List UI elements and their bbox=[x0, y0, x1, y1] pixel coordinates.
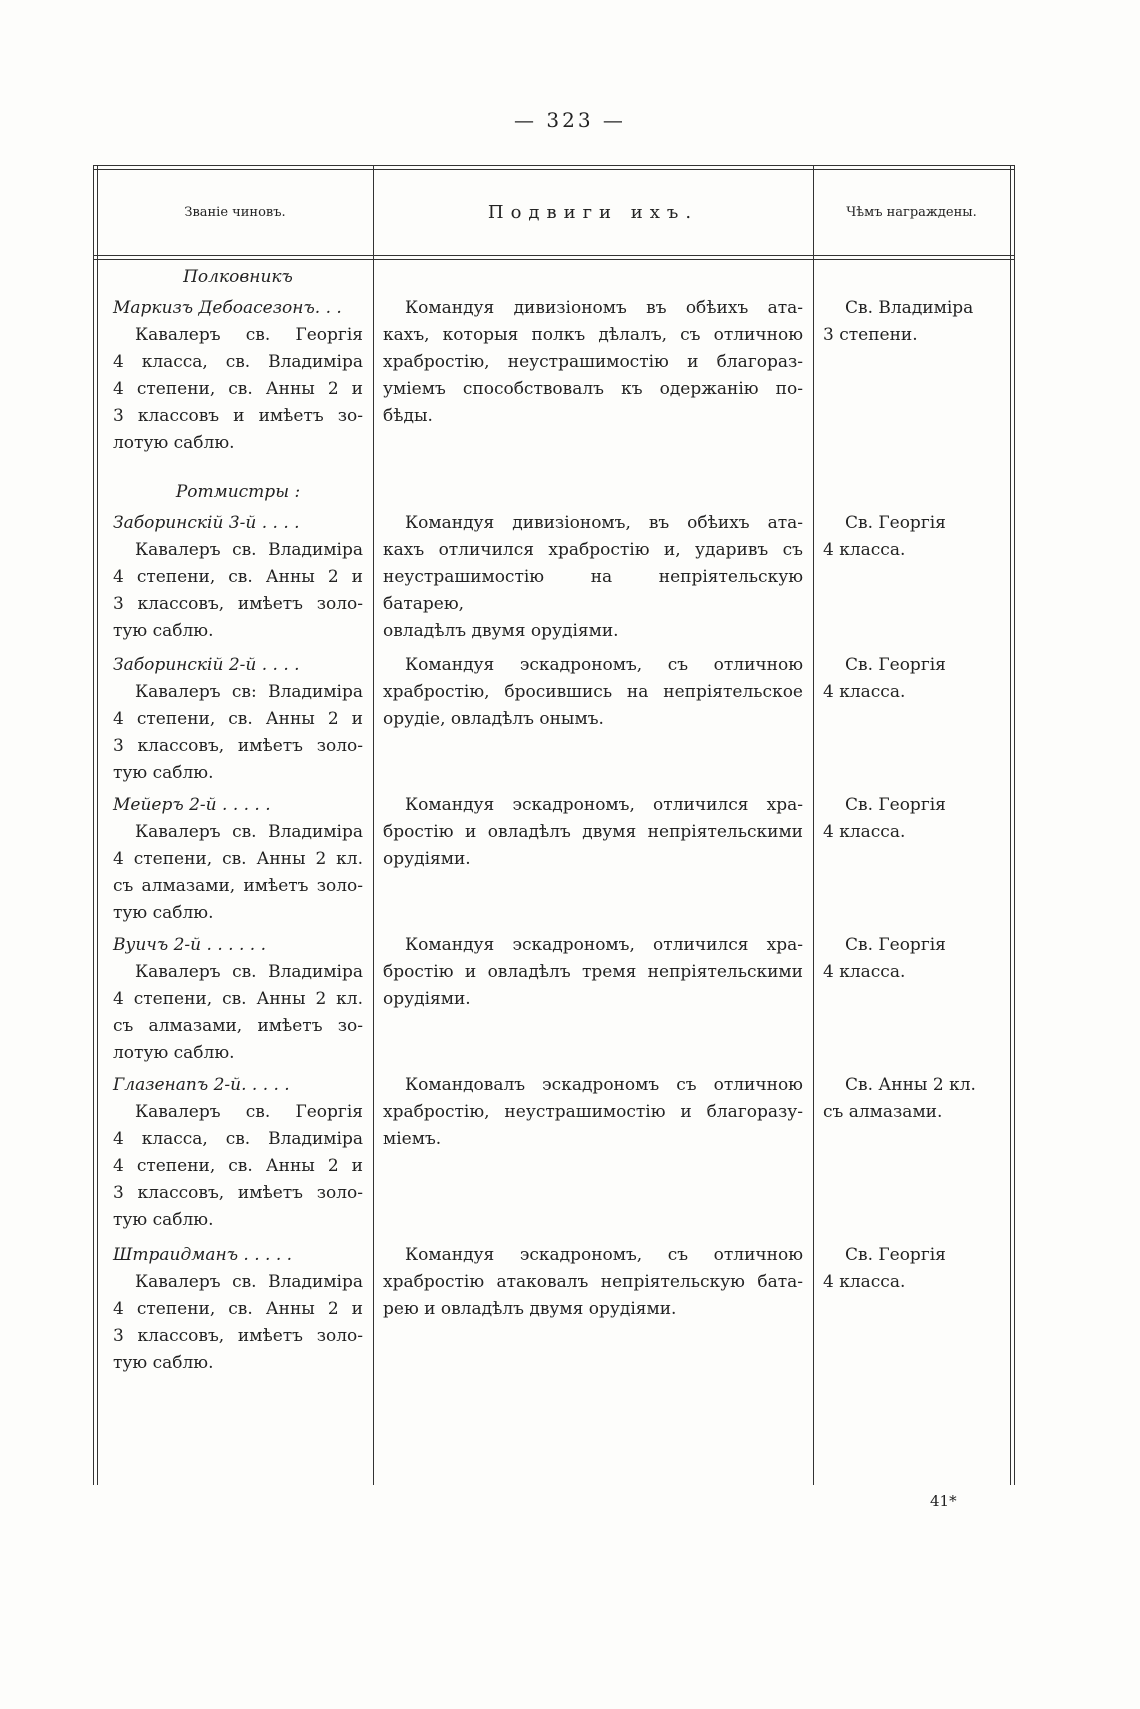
rank-line: 3 классовъ, имѣетъ золо- bbox=[113, 1326, 363, 1346]
entry-deed-cell bbox=[383, 295, 803, 430]
rank-line: лотую саблю. bbox=[113, 433, 235, 453]
header-award: Чѣмъ награждены. bbox=[846, 204, 977, 220]
entry-deed-cell bbox=[383, 510, 803, 645]
rank-line: 4 степени, св. Анны 2 и bbox=[113, 1156, 363, 1176]
deed-line: неустрашимостію на непріятельскую батарею, bbox=[383, 567, 803, 614]
page-number: — 323 — bbox=[514, 108, 626, 132]
table-border-left-inner bbox=[97, 165, 98, 1485]
rank-line: Кавалеръ св: Владиміра bbox=[135, 682, 363, 702]
officer-name: Заборинскій 3-й . . . . bbox=[113, 513, 300, 533]
entry-rank-cell bbox=[113, 792, 363, 927]
rank-line: съ алмазами, имѣетъ золо- bbox=[113, 876, 363, 896]
deed-line: храбростію, бросившись на непріятельское bbox=[383, 682, 803, 702]
award-line: 4 класса. bbox=[823, 540, 906, 560]
officer-name: Заборинскій 2-й . . . . bbox=[113, 655, 300, 675]
deed-line: Командуя эскадрономъ, отличился хра- bbox=[405, 935, 803, 955]
rank-line: Кавалеръ св. Георгія bbox=[135, 325, 363, 345]
entry-rank-cell bbox=[113, 652, 363, 787]
rank-line: тую саблю. bbox=[113, 621, 214, 641]
entry-award-cell bbox=[823, 932, 1003, 986]
entry-rank-cell bbox=[113, 510, 363, 645]
table-border-top bbox=[93, 165, 1015, 166]
deed-line: Командуя эскадрономъ, съ отличною bbox=[405, 655, 803, 675]
award-line: Св. Владиміра bbox=[845, 298, 974, 318]
entry-rank-cell bbox=[113, 295, 363, 457]
award-line: Св. Георгія bbox=[845, 795, 946, 815]
entry-deed-cell bbox=[383, 1242, 803, 1323]
entry-deed-cell bbox=[383, 652, 803, 733]
header-divider-inner bbox=[93, 259, 1015, 260]
officer-name: Глазенапъ 2-й. . . . . bbox=[113, 1075, 290, 1095]
rank-line: тую саблю. bbox=[113, 903, 214, 923]
table-border-left bbox=[93, 165, 94, 1485]
entry-award-cell bbox=[823, 792, 1003, 846]
deed-line: міемъ. bbox=[383, 1129, 442, 1149]
deed-line: орудіе, овладѣлъ онымъ. bbox=[383, 709, 604, 729]
entry-award-cell bbox=[823, 652, 1003, 706]
officer-name: Маркизъ Дебоасезонъ. . . bbox=[113, 298, 342, 318]
deed-line: бростію и овладѣлъ двумя непріятельскими bbox=[383, 822, 803, 842]
rank-line: лотую саблю. bbox=[113, 1043, 235, 1063]
award-line: Св. Георгія bbox=[845, 1245, 946, 1265]
rank-line: 4 степени, св. Анны 2 и bbox=[113, 379, 363, 399]
rank-line: Кавалеръ св. Владиміра bbox=[135, 1272, 363, 1292]
section-colonel: Полковникъ bbox=[183, 267, 293, 287]
entry-rank-cell bbox=[113, 1242, 363, 1377]
table-border-right-inner bbox=[1010, 165, 1011, 1485]
rank-line: съ алмазами, имѣетъ зо- bbox=[113, 1016, 363, 1036]
rank-line: 3 классовъ, имѣетъ золо- bbox=[113, 594, 363, 614]
header-deeds: Подвиги ихъ. bbox=[487, 201, 699, 223]
deed-line: кахъ, которыя полкъ дѣлалъ, съ отличною bbox=[383, 325, 803, 345]
awards-table bbox=[93, 165, 1015, 1485]
award-line: 3 степени. bbox=[823, 325, 918, 345]
deed-line: храбростію атаковалъ непріятельскую бата- bbox=[383, 1272, 803, 1292]
officer-name: Штраидманъ . . . . . bbox=[113, 1245, 293, 1265]
award-line: 4 класса. bbox=[823, 822, 906, 842]
deed-line: Командуя дивизіономъ въ обѣихъ ата- bbox=[405, 298, 803, 318]
award-line: Св. Георгія bbox=[845, 935, 946, 955]
deed-line: Командовалъ эскадрономъ съ отличною bbox=[405, 1075, 803, 1095]
entry-rank-cell bbox=[113, 932, 363, 1067]
deed-line: орудіями. bbox=[383, 989, 471, 1009]
signature-mark: 41* bbox=[930, 1492, 957, 1510]
deed-line: Командуя дивизіономъ, въ обѣихъ ата- bbox=[405, 513, 803, 533]
rank-line: Кавалеръ св. Владиміра bbox=[135, 822, 363, 842]
rank-line: 3 классовъ, имѣетъ золо- bbox=[113, 736, 363, 756]
officer-name: Мейеръ 2-й . . . . . bbox=[113, 795, 271, 815]
rank-line: Кавалеръ св. Владиміра bbox=[135, 540, 363, 560]
entry-deed-cell bbox=[383, 1072, 803, 1153]
award-line: Св. Георгія bbox=[845, 513, 946, 533]
rank-line: 4 степени, св. Анны 2 кл. bbox=[113, 849, 363, 869]
rank-line: Кавалеръ св. Владиміра bbox=[135, 962, 363, 982]
award-line: съ алмазами. bbox=[823, 1102, 943, 1122]
rank-line: 3 классовъ, имѣетъ золо- bbox=[113, 1183, 363, 1203]
rank-line: 3 классовъ и имѣетъ зо- bbox=[113, 406, 363, 426]
rank-line: тую саблю. bbox=[113, 1353, 214, 1373]
award-line: 4 класса. bbox=[823, 1272, 906, 1292]
deed-line: храбростію, неустрашимостію и благораз- bbox=[383, 352, 803, 372]
deed-line: бростію и овладѣлъ тремя непріятельскими bbox=[383, 962, 803, 982]
deed-line: овладѣлъ двумя орудіями. bbox=[383, 621, 619, 641]
entry-deed-cell bbox=[383, 932, 803, 1013]
entry-deed-cell bbox=[383, 792, 803, 873]
rank-line: Кавалеръ св. Георгія bbox=[135, 1102, 363, 1122]
rank-line: 4 класса, св. Владиміра bbox=[113, 352, 363, 372]
award-line: Св. Георгія bbox=[845, 655, 946, 675]
header-rank: Званіе чиновъ. bbox=[184, 204, 286, 220]
award-line: Св. Анны 2 кл. bbox=[845, 1075, 976, 1095]
entry-award-cell bbox=[823, 510, 1003, 564]
deed-line: Командуя эскадрономъ, съ отличною bbox=[405, 1245, 803, 1265]
deed-line: бѣды. bbox=[383, 406, 433, 426]
rank-line: 4 степени, св. Анны 2 и bbox=[113, 709, 363, 729]
column-divider-2 bbox=[813, 165, 814, 1485]
deed-line: уміемъ способствовалъ къ одержанію по- bbox=[383, 379, 803, 399]
award-line: 4 класса. bbox=[823, 962, 906, 982]
deed-line: рею и овладѣлъ двумя орудіями. bbox=[383, 1299, 677, 1319]
rank-line: тую саблю. bbox=[113, 763, 214, 783]
deed-line: храбростію, неустрашимостію и благоразу- bbox=[383, 1102, 803, 1122]
deed-line: кахъ отличился храбростію и, ударивъ съ bbox=[383, 540, 803, 560]
header-divider bbox=[93, 255, 1015, 256]
entry-rank-cell bbox=[113, 1072, 363, 1234]
rank-line: 4 степени, св. Анны 2 кл. bbox=[113, 989, 363, 1009]
table-border-right bbox=[1014, 165, 1015, 1485]
rank-line: 4 степени, св. Анны 2 и bbox=[113, 567, 363, 587]
rank-line: 4 степени, св. Анны 2 и bbox=[113, 1299, 363, 1319]
entry-award-cell bbox=[823, 295, 1003, 349]
entry-award-cell bbox=[823, 1242, 1003, 1296]
deed-line: Командуя эскадрономъ, отличился хра- bbox=[405, 795, 803, 815]
rank-line: тую саблю. bbox=[113, 1210, 214, 1230]
entry-award-cell bbox=[823, 1072, 1003, 1126]
deed-line: орудіями. bbox=[383, 849, 471, 869]
officer-name: Вуичъ 2-й . . . . . . bbox=[113, 935, 266, 955]
section-captains: Ротмистры : bbox=[175, 482, 301, 502]
column-divider-1 bbox=[373, 165, 374, 1485]
table-border-top-inner bbox=[93, 169, 1015, 170]
award-line: 4 класса. bbox=[823, 682, 906, 702]
rank-line: 4 класса, св. Владиміра bbox=[113, 1129, 363, 1149]
